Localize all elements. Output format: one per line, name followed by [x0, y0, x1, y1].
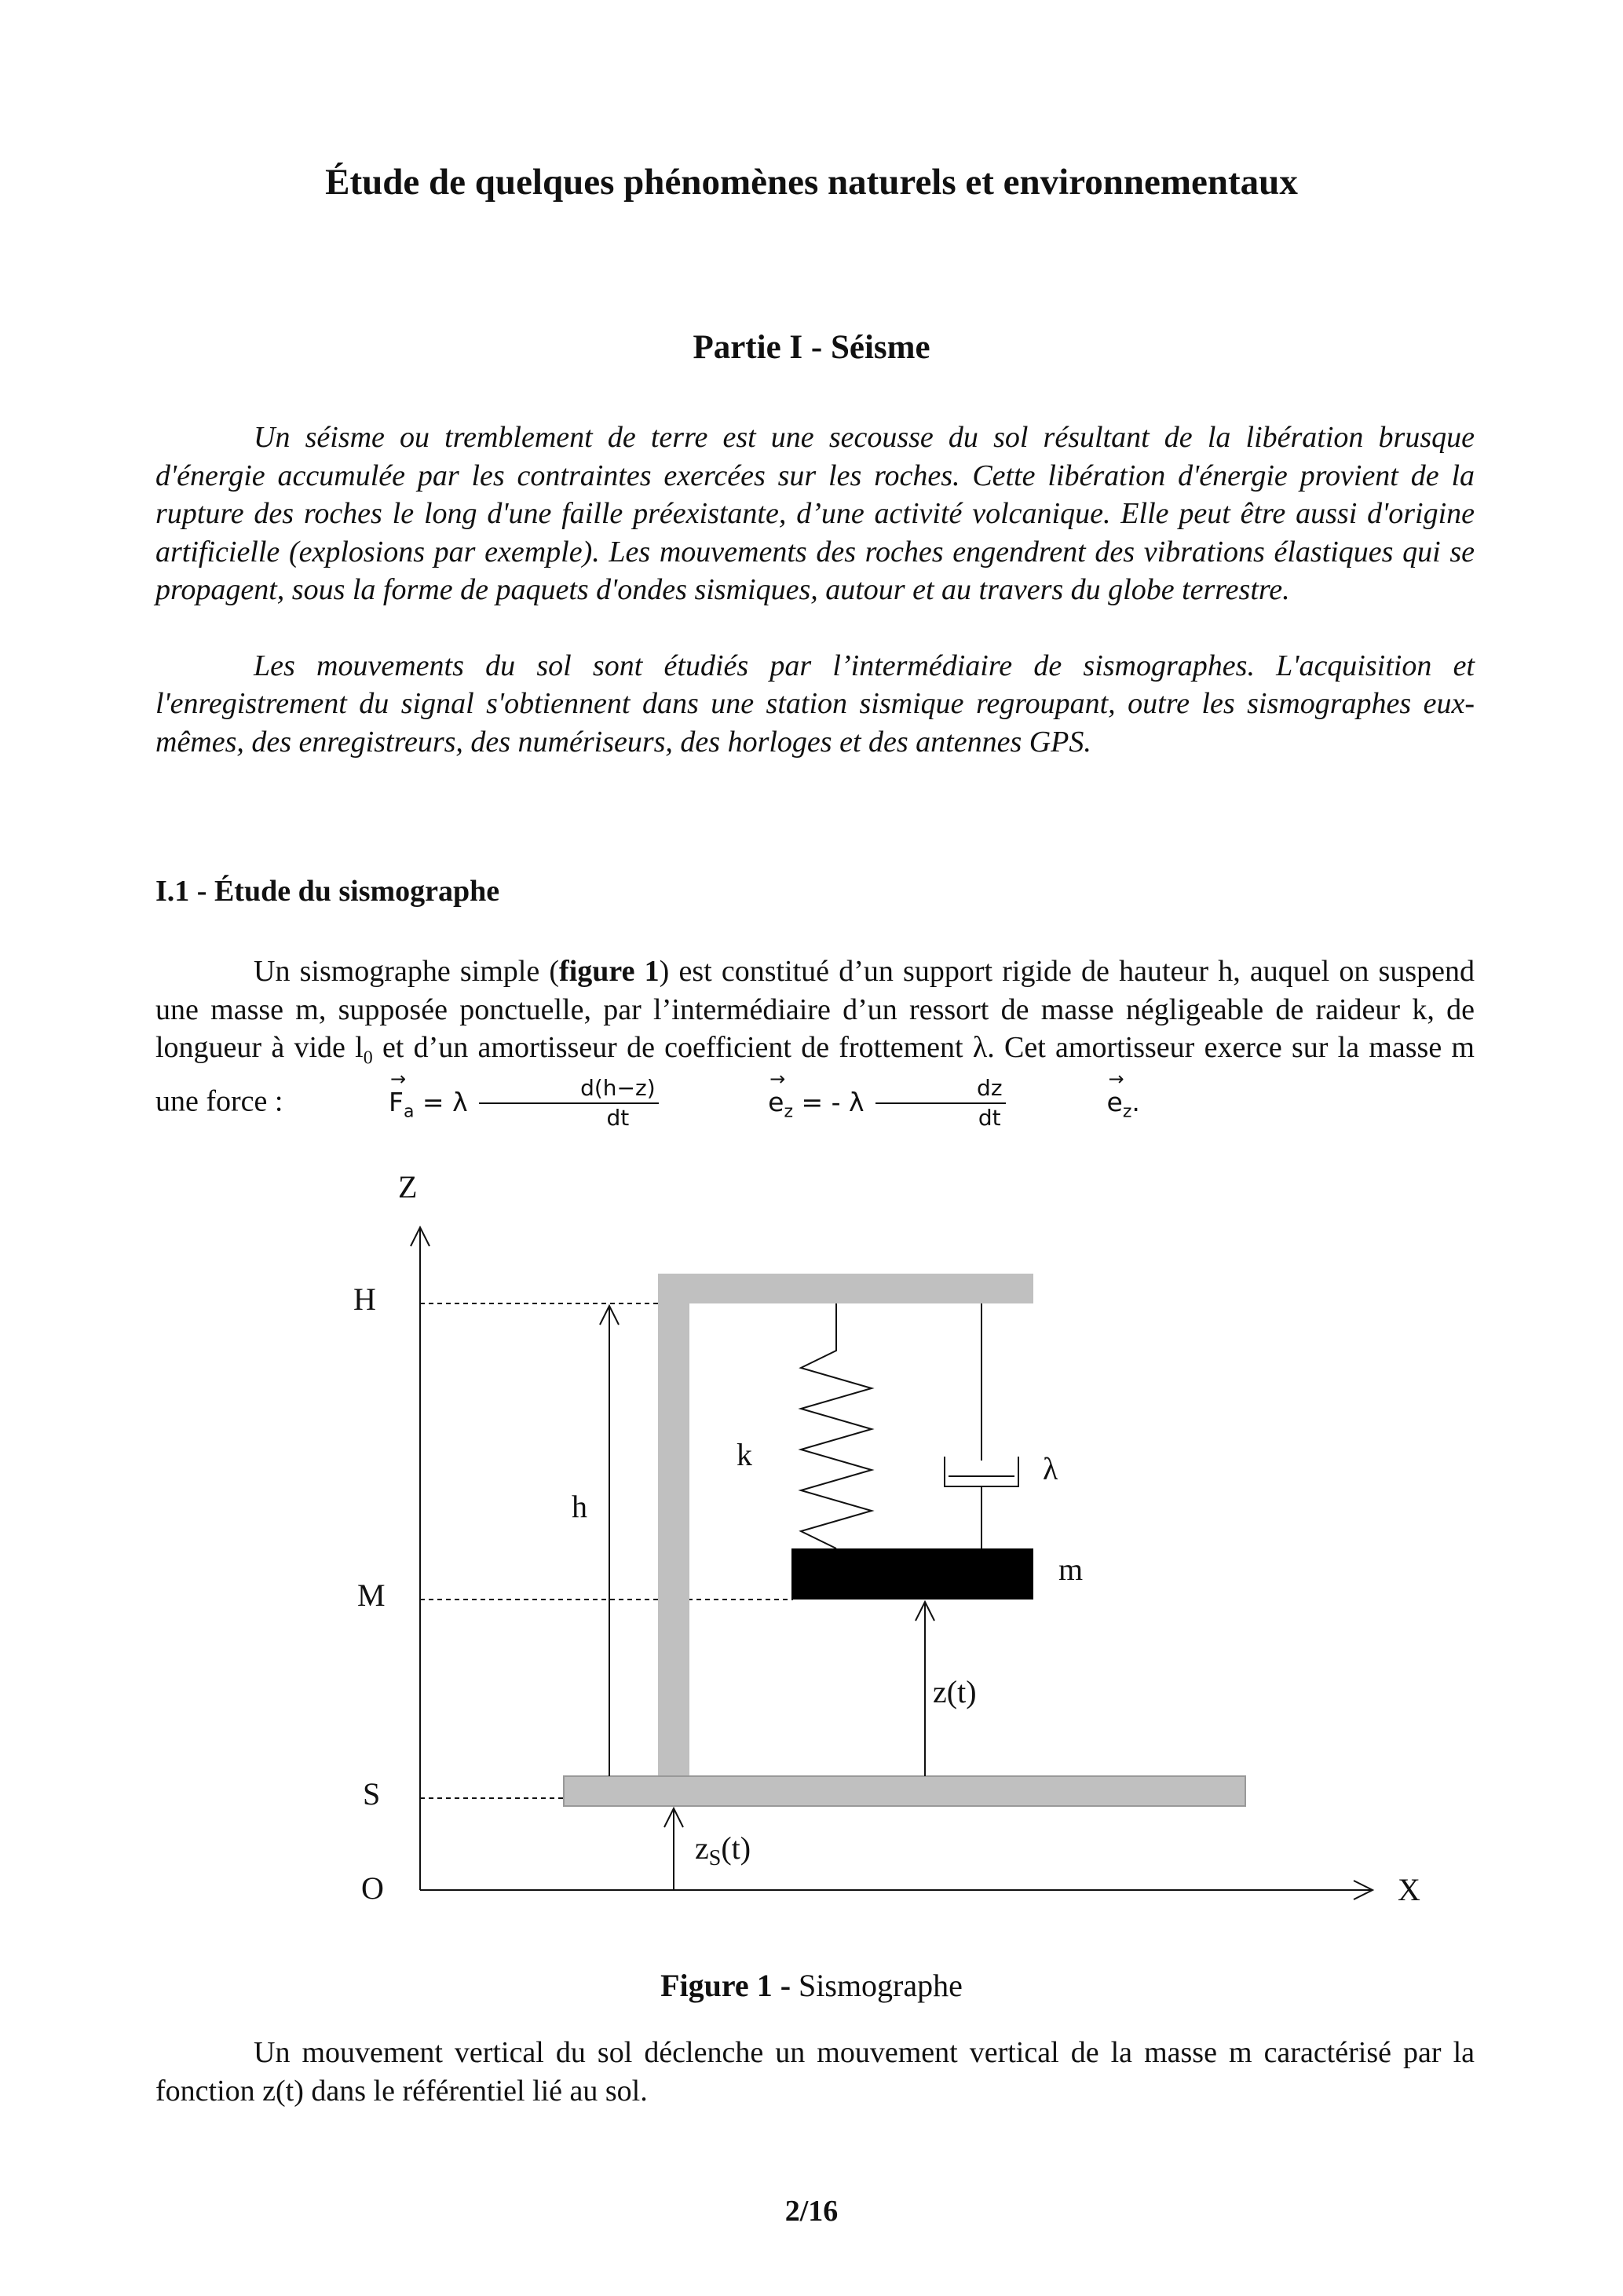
label-o: O: [361, 1870, 384, 1906]
fraction-1-denominator: dt: [606, 1105, 630, 1132]
label-m-lower: m: [1058, 1552, 1084, 1587]
label-m-upper: M: [357, 1578, 386, 1613]
subscript-zero: 0: [363, 1047, 373, 1069]
formula-equals-2: = - λ: [793, 1086, 873, 1117]
part-title: Partie I - Séisme: [693, 329, 930, 366]
closing-paragraph: [155, 2034, 1475, 2110]
formula-end: .: [1131, 1086, 1140, 1117]
page-title: Étude de quelques phénomènes naturels et environnementaux: [325, 162, 1298, 203]
figure-caption: [0, 1967, 1623, 2004]
description-part1: Un sismographe simple (: [254, 955, 560, 988]
label-k: k: [737, 1437, 752, 1472]
label-zs: $z_S(t)$: [695, 1830, 751, 1870]
label-zt: z(t): [933, 1674, 977, 1709]
closing-text: Un mouvement vertical du sol déclenche un mouvement vertical de la masse m caractérisé par la fonction z(t) dans le référentiel lié au sol.: [155, 2036, 1475, 2108]
seismograph-figure: [0, 1146, 1623, 1932]
fraction-1-numerator: d(h−z): [479, 1077, 659, 1104]
spring: [801, 1303, 872, 1548]
intro-text: [155, 419, 1475, 761]
support-top-beam: [658, 1274, 1033, 1303]
description-part2: ) est constitué d’un support rigide de hauteur h, auquel on suspend une masse m, supposée ponctuelle, par l’intermédiaire d’un ressort de masse négligeable de raideur k, de longueur à vide l: [155, 955, 1475, 1064]
fraction-2-numerator: dz: [875, 1077, 1005, 1104]
figure-reference: figure 1: [559, 955, 660, 988]
label-s: S: [363, 1776, 381, 1812]
intro-paragraph-2: Les mouvements du sol sont étudiés par l’intermédiaire de sismographes. L'acquisition et l'enregistrement du signal s'obtiennent dans une station sismique regroupant, outre les sismographes eux-mêmes, des enregistreurs, des numériseurs, des horloges et des antennes GPS.: [155, 649, 1475, 759]
mass-block: [791, 1548, 1033, 1600]
label-h-lower: h: [572, 1489, 587, 1524]
unit-vector-1: → e: [670, 1084, 784, 1122]
unit-vector-2: → e: [1009, 1084, 1123, 1122]
unit-vector-1-sub: z: [784, 1102, 793, 1122]
intro-paragraph-1: Un séisme ou tremblement de terre est une secousse du sol résultant de la libération brusque d'énergie accumulée par les contraintes exercées sur les roches. Cette libération d'énergie provient de la rupture des roches le long d'une faille préexistante, d’une activité volcanique. Elle peut être aussi d'origine artificielle (explosions par exemple). Les mouvements des roches engendrent des vibrations élastiques qui se propagent, sous la forme de paquets d'ondes sismiques, autour et au travers du globe terrestre.: [155, 421, 1475, 606]
axis-x-label: X: [1398, 1872, 1420, 1907]
description-part3: et d’un amortisseur de coefficient de frottement λ. Cet amortisseur exerce sur la masse m une force :: [155, 1031, 1475, 1118]
fraction-2: [875, 1075, 1005, 1132]
unit-vector-2-sub: z: [1122, 1102, 1132, 1122]
damper-cylinder: [945, 1457, 1018, 1486]
figure-caption-text: Sismographe: [791, 1968, 963, 2003]
description-paragraph: [155, 952, 1475, 1132]
page-number: 2/16: [784, 2195, 839, 2228]
formula-equals-1: = λ: [414, 1086, 477, 1117]
force-vector: → F: [291, 1084, 404, 1122]
support-vertical-post: [658, 1274, 689, 1776]
fraction-2-denominator: dt: [978, 1105, 1001, 1132]
label-lambda: λ: [1043, 1451, 1058, 1486]
fraction-1: [479, 1075, 659, 1132]
section-title: I.1 - Étude du sismographe: [155, 875, 500, 908]
force-subscript: a: [403, 1102, 415, 1122]
ground-plate: [564, 1776, 1245, 1806]
axis-z-label: Z: [398, 1169, 418, 1205]
label-h-upper: H: [353, 1281, 376, 1317]
force-formula: [291, 1075, 1140, 1132]
figure-caption-bold: Figure 1 -: [660, 1968, 791, 2003]
